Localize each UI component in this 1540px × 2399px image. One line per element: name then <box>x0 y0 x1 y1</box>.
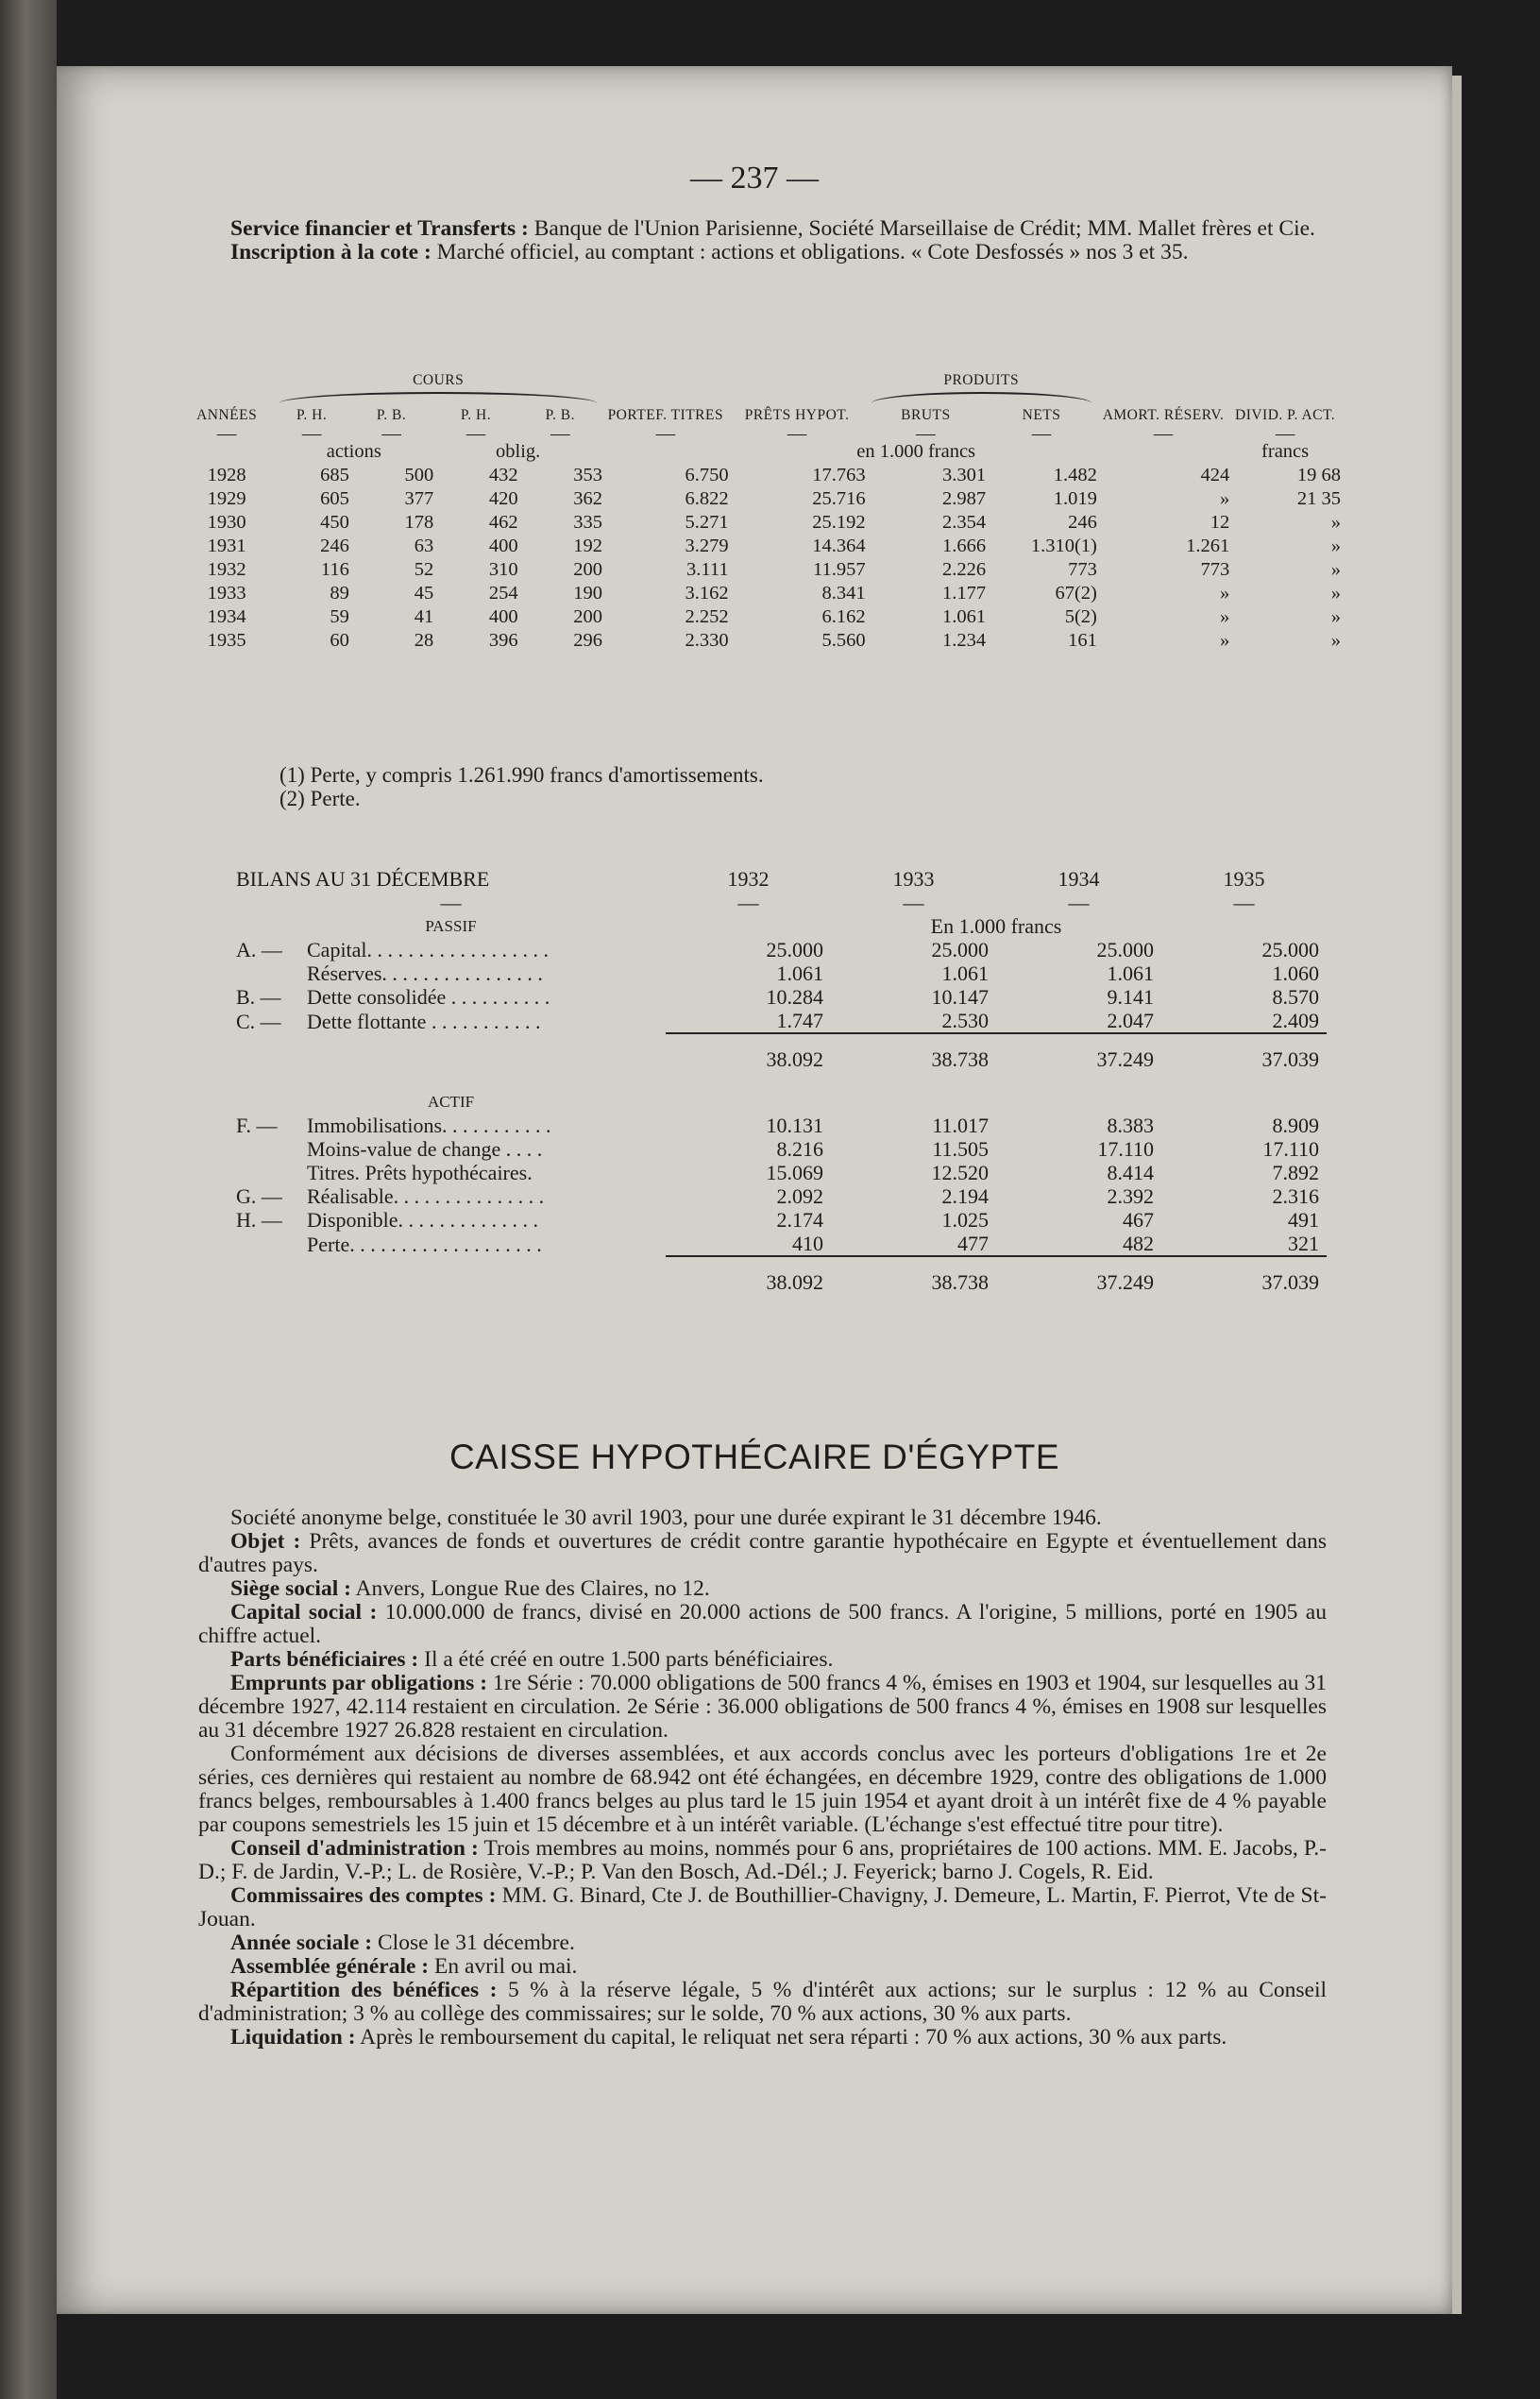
table-cell: » <box>1219 488 1230 509</box>
year-header: 1933 <box>892 867 935 891</box>
table-cell: 500 <box>404 465 434 485</box>
table-cell: 685 <box>320 465 349 485</box>
table-cell: 254 <box>488 583 518 604</box>
item-label: Dette consolidée . . . . . . . . . . <box>307 985 550 1009</box>
table-cell: 1.666 <box>942 536 987 556</box>
paragraph-text: MM. G. Binard, Cte J. de Bouthillier-Chavigny, J. Demeure, L. Martin, F. Pierrot, Vte de St-Jouan. <box>198 1883 1327 1931</box>
year-cell: 1933 <box>207 583 246 604</box>
year-cell: 1929 <box>207 488 246 509</box>
paragraph-label: Conseil d'administration : <box>230 1836 479 1861</box>
table-row <box>236 1114 1327 1137</box>
table-row <box>236 961 1327 985</box>
table-cell: 1.061 <box>942 606 987 627</box>
total-cell: 37.249 <box>996 1033 1161 1071</box>
amount-cell: 410 <box>792 1232 823 1255</box>
table-cell: » <box>1330 512 1341 533</box>
table-cell: 1.234 <box>942 630 987 651</box>
table-cell: » <box>1330 559 1341 580</box>
paragraph-text: 10.000.000 de francs, divisé en 20.000 actions de 500 francs. A l'origine, 5 millions, porté en 1905 au chiffre actuel. <box>198 1600 1327 1648</box>
cours-table <box>179 368 1341 653</box>
table-cell: 19 68 <box>1296 465 1341 485</box>
table-cell: 462 <box>488 512 518 533</box>
paragraph-text: Conformément aux décisions de diverses assemblées, et aux accords conclus avec les porteurs d'obligations 1re et 2e séries, ces dernières qui restaient au nombre de 68.942 ont été échangées, en décembre 1929, contre des obligations de 1.000 francs belges, remboursables à 1.400 francs belges au plus tard le 15 juin 1954 et ayant droit à un intérêt fixe de 4 % payable par coupons semestriels les 15 juin et 15 décembre et à un intérêt variable. (L'échange s'est effectué titre pour titre). <box>198 1742 1327 1837</box>
paragraph-text: Close le 31 décembre. <box>372 1931 575 1955</box>
table-cell: » <box>1219 583 1230 604</box>
amount-cell: 2.174 <box>776 1208 823 1232</box>
amount-cell: 8.570 <box>1272 985 1319 1009</box>
paragraph-label: Emprunts par obligations : <box>230 1671 488 1695</box>
amount-cell: 25.000 <box>931 938 989 961</box>
amount-cell: 2.316 <box>1272 1184 1319 1208</box>
item-label: Réserves. . . . . . . . . . . . . . . . <box>307 961 543 985</box>
amount-cell: 8.383 <box>1107 1114 1154 1137</box>
paragraph-text: Anvers, Longue Rue des Claires, no 12. <box>350 1576 710 1601</box>
paragraph <box>198 1837 1327 1884</box>
amount-cell: 11.017 <box>932 1114 989 1137</box>
table-row <box>236 1208 1327 1232</box>
paragraph-text: Il a été créé en outre 1.500 parts bénéficiaires. <box>418 1647 834 1672</box>
table-cell: 5.560 <box>821 630 866 651</box>
table-cell: 335 <box>573 512 603 533</box>
table-cell: » <box>1219 606 1230 627</box>
dash: — <box>1233 891 1255 914</box>
book-page <box>57 66 1452 2314</box>
paragraph-label: Liquidation : <box>230 2025 356 2050</box>
footnotes <box>279 763 764 810</box>
table-row <box>236 1009 1327 1033</box>
paragraph <box>198 1648 1327 1672</box>
table-cell: 17.763 <box>812 465 866 485</box>
paragraph-label: Assemblée générale : <box>230 1954 430 1979</box>
table-cell: 773 <box>1200 559 1230 580</box>
table-cell: 200 <box>573 559 603 580</box>
table-row <box>236 1090 1327 1114</box>
paragraph-label: Commissaires des comptes : <box>230 1883 497 1908</box>
paragraph <box>198 1577 1327 1601</box>
amount-cell: 2.409 <box>1272 1009 1319 1032</box>
table-cell: 161 <box>1068 630 1097 651</box>
column-header: DIVID. P. ACT. <box>1235 407 1336 423</box>
paragraph-label: Capital social : <box>230 1600 378 1625</box>
spacer <box>666 1090 1327 1114</box>
year-header: 1932 <box>727 867 770 891</box>
year-cell: 1931 <box>207 536 246 556</box>
amount-cell: 482 <box>1123 1232 1154 1255</box>
table-cell: 450 <box>320 512 349 533</box>
footnote: (1) Perte, y compris 1.261.990 francs d'amortissements. <box>279 763 764 787</box>
year-header: 1934 <box>1058 867 1100 891</box>
paragraph-text: Société anonyme belge, constituée le 30 avril 1903, pour une durée expirant le 31 décembre 1946. <box>230 1506 1102 1530</box>
item-letter <box>236 961 307 985</box>
table-row <box>236 891 1327 914</box>
table-cell: 3.279 <box>685 536 729 556</box>
unit-label: En 1.000 francs <box>930 914 1062 938</box>
table-row <box>236 1256 1327 1294</box>
item-label: Immobilisations. . . . . . . . . . . <box>307 1114 551 1137</box>
table-cell: 362 <box>573 488 603 509</box>
total-cell: 38.738 <box>831 1256 996 1294</box>
table-cell: 116 <box>320 559 349 580</box>
amount-cell: 1.061 <box>776 961 823 985</box>
table-cell: 246 <box>1068 512 1097 533</box>
paragraph <box>198 1931 1327 1955</box>
table-row <box>236 1033 1327 1071</box>
dash: — <box>440 891 462 914</box>
table-cell: 3.111 <box>686 559 729 580</box>
table-cell: 28 <box>414 630 434 651</box>
spacer <box>236 1071 1327 1090</box>
spacer <box>236 1033 666 1071</box>
paragraph <box>198 1530 1327 1577</box>
table-cell: 396 <box>488 630 518 651</box>
table-row <box>179 464 1341 487</box>
actif-label: ACTIF <box>427 1093 475 1111</box>
amount-cell: 2.194 <box>941 1184 989 1208</box>
year-cell: 1935 <box>207 630 246 651</box>
table-cell: 400 <box>488 606 518 627</box>
table-row <box>179 558 1341 582</box>
column-header: ANNÉES <box>196 407 258 423</box>
cours-table-body <box>179 464 1341 653</box>
cours-group-label: COURS <box>274 368 602 403</box>
table-cell: 3.301 <box>942 465 987 485</box>
dash: — <box>903 891 924 914</box>
amount-cell: 7.892 <box>1272 1161 1319 1184</box>
item-label: Dette flottante . . . . . . . . . . . <box>307 1009 541 1033</box>
total-cell: 37.249 <box>996 1256 1161 1294</box>
page-number: — 237 — <box>690 161 819 196</box>
column-header: P. H. <box>296 407 328 423</box>
table-cell: 2.354 <box>942 512 987 533</box>
amount-cell: 10.284 <box>766 985 823 1009</box>
year-cell: 1932 <box>207 559 246 580</box>
table-cell: 605 <box>320 488 349 509</box>
table-cell: 67(2) <box>1055 583 1097 604</box>
total-cell: 38.092 <box>666 1033 831 1071</box>
total-cell: 37.039 <box>1161 1033 1327 1071</box>
table-cell: 2.252 <box>685 606 729 627</box>
table-cell: 11.957 <box>812 559 866 580</box>
table-cell: » <box>1330 536 1341 556</box>
table-cell: 400 <box>488 536 518 556</box>
table-cell: 25.716 <box>812 488 866 509</box>
paragraph-text: 1re Série : 70.000 obligations de 500 francs 4 %, émises en 1903 et 1904, sur lesquelles au 31 décembre 1927, 42.114 restaient en circulation. 2e Série : 36.000 obligations de 500 francs 4 %, émises en 1908 sur lesquelles au 31 décembre 1927 26.828 restaient en circulation. <box>198 1671 1327 1743</box>
item-letter: H. — <box>236 1208 282 1232</box>
amount-cell: 2.530 <box>941 1009 989 1032</box>
produits-group-label: PRODUITS <box>866 368 1097 403</box>
column-header: AMORT. RÉSERV. <box>1102 407 1225 423</box>
item-letter: B. — <box>236 985 281 1009</box>
paragraph-label: Objet : <box>230 1529 301 1554</box>
paragraph <box>198 1979 1327 2026</box>
column-header: P. B. <box>545 407 576 423</box>
paragraph-label: Parts bénéficiaires : <box>230 1647 419 1672</box>
table-row <box>236 938 1327 961</box>
table-cell: 192 <box>573 536 603 556</box>
cours-group-header <box>179 368 1341 403</box>
table-cell: 246 <box>320 536 349 556</box>
amount-cell: 10.131 <box>766 1114 823 1137</box>
paragraph <box>198 1506 1327 1530</box>
dash: — <box>1068 891 1090 914</box>
paragraph <box>198 1955 1327 1979</box>
table-cell: 3.162 <box>685 583 729 604</box>
column-header: PRÊTS HYPOT. <box>744 407 850 423</box>
paragraph-text: En avril ou mai. <box>429 1954 578 1979</box>
table-cell: » <box>1219 630 1230 651</box>
passif-label: PASSIF <box>425 917 477 935</box>
item-label: Disponible. . . . . . . . . . . . . . <box>307 1208 539 1232</box>
table-cell: 310 <box>488 559 518 580</box>
table-cell: 432 <box>488 465 518 485</box>
table-cell: 178 <box>404 512 434 533</box>
table-cell: 377 <box>404 488 434 509</box>
item-label: Réalisable. . . . . . . . . . . . . . . <box>307 1184 545 1208</box>
table-cell: » <box>1330 630 1341 651</box>
table-cell: 190 <box>573 583 603 604</box>
table-cell: 45 <box>414 583 434 604</box>
item-letter <box>236 1161 307 1184</box>
table-row <box>179 535 1341 558</box>
table-row <box>236 914 1327 938</box>
bilans-title: BILANS AU 31 DÉCEMBRE <box>236 867 490 891</box>
table-row <box>179 605 1341 629</box>
item-letter <box>236 1232 307 1256</box>
table-cell: 5(2) <box>1064 606 1097 627</box>
table-cell: 6.822 <box>685 488 729 509</box>
paragraph <box>198 1884 1327 1931</box>
table-cell: 1.019 <box>1053 488 1097 509</box>
section-title: CAISSE HYPOTHÉCAIRE D'ÉGYPTE <box>448 1438 1060 1476</box>
amount-cell: 1.061 <box>1107 961 1154 985</box>
amount-cell: 2.047 <box>1107 1009 1154 1032</box>
intro-paragraph: Inscription à la cote : Marché officiel, au comptant : actions et obligations. « Cote Desfossés » nos 3 et 35. <box>230 240 1189 264</box>
amount-cell: 1.061 <box>941 961 989 985</box>
amount-cell: 2.392 <box>1107 1184 1154 1208</box>
company-description <box>198 1506 1327 2050</box>
amount-cell: 25.000 <box>1261 938 1319 961</box>
amount-cell: 9.141 <box>1107 985 1154 1009</box>
paragraph-text: Après le remboursement du capital, le reliquat net sera réparti : 70 % aux actions, 30 % aux parts. <box>355 2025 1227 2050</box>
total-cell: 38.092 <box>666 1256 831 1294</box>
intro-block <box>198 217 1327 264</box>
item-letter <box>236 1137 307 1161</box>
table-cell: 8.341 <box>821 583 866 604</box>
total-cell: 38.738 <box>831 1033 996 1071</box>
unit-oblig: oblig. <box>496 441 541 462</box>
paragraph-text: Trois membres au moins, nommés pour 6 ans, propriétaires de 100 actions. MM. E. Jacobs, P.-D.; F. de Jardin, V.-P.; L. de Rosière, V.-P.; P. Van den Bosch, Ad.-Dél.; J. Feyerick; barno J. Cogels, R. Eid. <box>198 1836 1327 1884</box>
table-cell: » <box>1330 606 1341 627</box>
dash: — <box>737 891 759 914</box>
amount-cell: 25.000 <box>1096 938 1154 961</box>
table-cell: 12 <box>1210 512 1230 533</box>
item-label: Capital. . . . . . . . . . . . . . . . . . <box>307 938 550 961</box>
amount-cell: 12.520 <box>931 1161 989 1184</box>
table-cell: 60 <box>330 630 349 651</box>
table-row <box>236 867 1327 891</box>
table-row <box>236 985 1327 1009</box>
table-row <box>236 1137 1327 1161</box>
table-cell: 59 <box>330 606 349 627</box>
amount-cell: 25.000 <box>766 938 823 961</box>
table-cell: 296 <box>573 630 603 651</box>
item-letter: F. — <box>236 1114 278 1137</box>
table-cell: 2.987 <box>942 488 987 509</box>
unit-francs: francs <box>1261 441 1310 462</box>
intro-paragraph: Service financier et Transferts : Banque de l'Union Parisienne, Société Marseillaise de Crédit; MM. Mallet frères et Cie. <box>230 216 1315 241</box>
footnote: (2) Perte. <box>279 787 361 810</box>
amount-cell: 1.747 <box>776 1009 823 1032</box>
paragraph <box>198 1743 1327 1837</box>
amount-cell: 321 <box>1288 1232 1319 1255</box>
year-cell: 1934 <box>207 606 246 627</box>
paragraph-text: 5 % à la réserve légale, 5 % d'intérêt aux actions; sur le surplus : 12 % au Conseil d'administration; 3 % au collège des commissaires; sur le solde, 70 % aux actions, 30 % aux parts. <box>198 1978 1328 2026</box>
table-row <box>179 487 1341 511</box>
column-header: BRUTS <box>901 407 951 423</box>
amount-cell: 1.060 <box>1272 961 1319 985</box>
item-letter: C. — <box>236 1009 281 1033</box>
table-cell: 25.192 <box>812 512 866 533</box>
column-header: P. H. <box>460 407 492 423</box>
amount-cell: 17.110 <box>1097 1137 1154 1161</box>
amount-cell: 491 <box>1288 1208 1319 1232</box>
table-cell: 14.364 <box>812 536 866 556</box>
table-cell: 6.750 <box>685 465 729 485</box>
paragraph <box>198 1672 1327 1743</box>
paragraph-label: Année sociale : <box>230 1931 373 1955</box>
table-cell: 1.310(1) <box>1030 536 1097 556</box>
column-header: P. B. <box>376 407 407 423</box>
table-cell: 21 35 <box>1296 488 1341 509</box>
paragraph <box>198 1601 1327 1648</box>
table-cell: 2.226 <box>942 559 987 580</box>
bilans-table-body <box>236 867 1327 1294</box>
paragraph <box>198 2026 1327 2050</box>
amount-cell: 15.069 <box>766 1161 823 1184</box>
amount-cell: 1.025 <box>941 1208 989 1232</box>
paragraph-label: Siège social : <box>230 1576 351 1601</box>
year-cell: 1928 <box>207 465 246 485</box>
table-cell: 63 <box>414 536 434 556</box>
table-cell: 2.330 <box>685 630 729 651</box>
item-letter: A. — <box>236 938 282 961</box>
table-row <box>236 1071 1327 1090</box>
amount-cell: 2.092 <box>776 1184 823 1208</box>
table-cell: 1.482 <box>1053 465 1097 485</box>
table-cell: 5.271 <box>685 512 729 533</box>
item-letter: G. — <box>236 1184 282 1208</box>
table-cell: 773 <box>1068 559 1097 580</box>
year-header: 1935 <box>1223 867 1265 891</box>
bilans-table <box>236 867 1327 1294</box>
table-cell: 52 <box>414 559 434 580</box>
column-header: NETS <box>1022 407 1061 423</box>
amount-cell: 10.147 <box>931 985 989 1009</box>
total-cell: 37.039 <box>1161 1256 1327 1294</box>
amount-cell: 8.909 <box>1272 1114 1319 1137</box>
year-cell: 1930 <box>207 512 246 533</box>
table-cell: 420 <box>488 488 518 509</box>
paragraph-text: Prêts, avances de fonds et ouvertures de crédit contre garantie hypothécaire en Egypte et éventuellement dans d'autres pays. <box>198 1529 1327 1577</box>
table-row <box>236 1184 1327 1208</box>
page-edge <box>1452 76 1462 2314</box>
table-cell: 1.177 <box>942 583 987 604</box>
unit-actions: actions <box>326 441 381 462</box>
amount-cell: 467 <box>1123 1208 1154 1232</box>
dash-row: — — — — — — — — — — — <box>216 423 1295 444</box>
table-cell: 200 <box>573 606 603 627</box>
table-row <box>179 511 1341 535</box>
table-cell: 1.261 <box>1186 536 1230 556</box>
spacer <box>236 1256 666 1294</box>
table-cell: 424 <box>1200 465 1230 485</box>
table-row <box>179 582 1341 605</box>
amount-cell: 477 <box>957 1232 989 1255</box>
column-header: PORTEF. TITRES <box>607 407 724 423</box>
amount-cell: 8.216 <box>776 1137 823 1161</box>
table-cell: 89 <box>330 583 349 604</box>
table-row <box>236 1161 1327 1184</box>
table-cell: 6.162 <box>821 606 866 627</box>
table-cell: 41 <box>414 606 434 627</box>
table-row <box>179 629 1341 653</box>
item-label: Moins-value de change . . . . <box>307 1137 543 1161</box>
book-binding <box>0 0 57 2399</box>
amount-cell: 8.414 <box>1107 1161 1154 1184</box>
amount-cell: 11.505 <box>932 1137 989 1161</box>
table-row <box>236 1232 1327 1256</box>
table-cell: 353 <box>573 465 603 485</box>
item-label: Perte. . . . . . . . . . . . . . . . . . . <box>307 1232 542 1256</box>
item-label: Titres. Prêts hypothécaires. <box>307 1161 533 1184</box>
paragraph-label: Répartition des bénéfices : <box>230 1978 498 2002</box>
unit-1000-francs: en 1.000 francs <box>856 441 976 462</box>
table-cell: » <box>1330 583 1341 604</box>
amount-cell: 17.110 <box>1262 1137 1319 1161</box>
